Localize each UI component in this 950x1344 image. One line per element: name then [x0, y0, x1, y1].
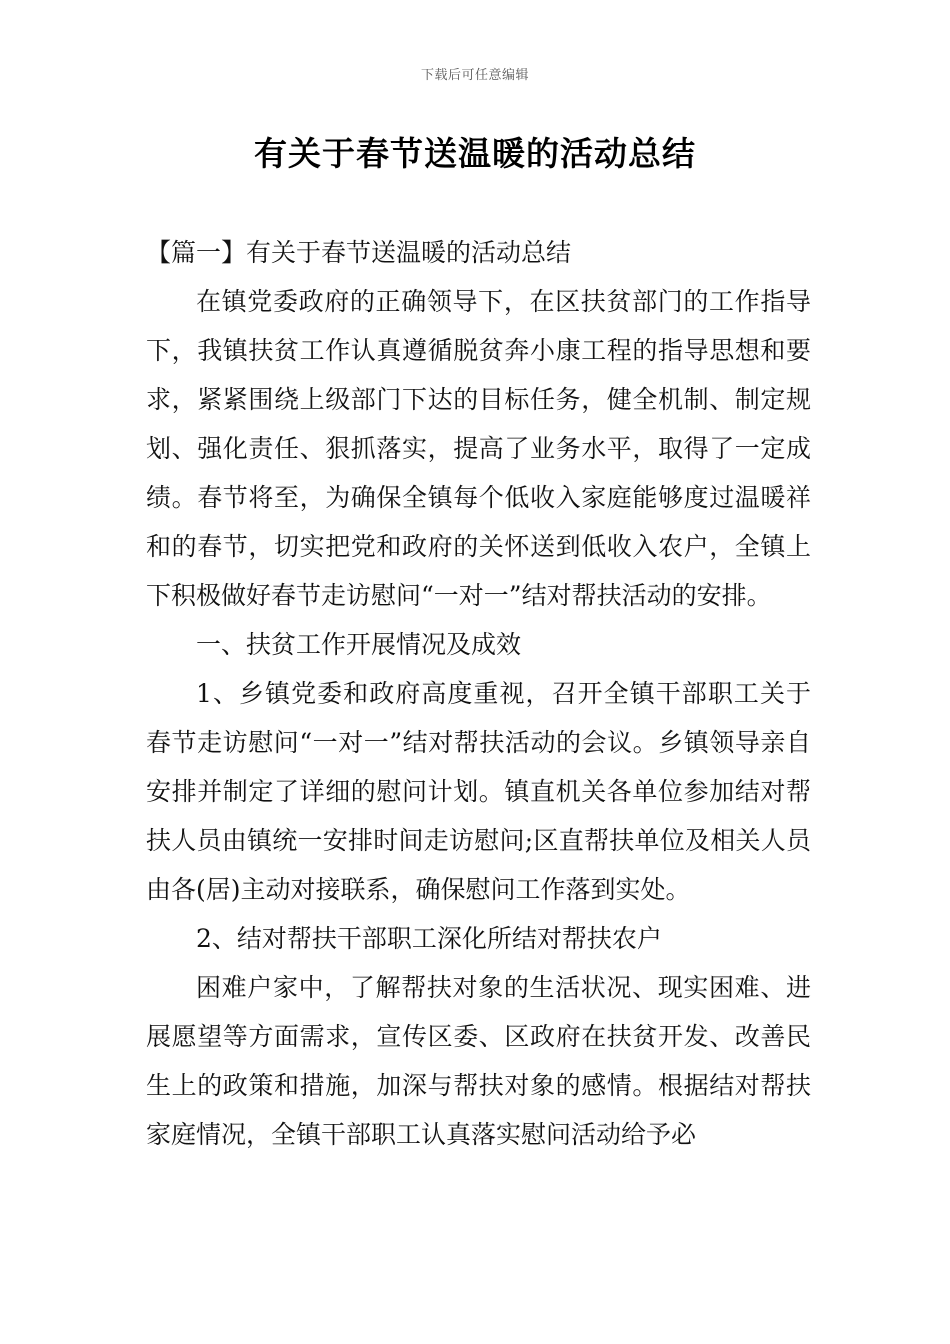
section-heading: 【篇一】有关于春节送温暖的活动总结: [146, 238, 572, 267]
paragraph-item-2: 2、结对帮扶干部职工深化所结对帮扶农户: [196, 924, 662, 953]
document-body: [146, 228, 811, 1159]
paragraph-intro: 在镇党委政府的正确领导下，在区扶贫部门的工作指导下，我镇扶贫工作认真遵循脱贫奔小康工程的指导思想和要求，紧紧围绕上级部门下达的目标任务，健全机制、制定规划、强化责任、狠抓落实，提高了业务水平，取得了一定成绩。春节将至，为确保全镇每个低收入家庭能够度过温暖祥和的春节，切实把党和政府的关怀送到低收入农户，全镇上下积极做好春节走访慰问“一对一”结对帮扶活动的安排。: [146, 287, 811, 610]
subheading-poverty-work: 一、扶贫工作开展情况及成效: [196, 630, 522, 659]
header-note: 下载后可任意编辑: [420, 68, 529, 83]
document-title: 有关于春节送温暖的活动总结: [254, 134, 696, 173]
paragraph-item-1: 1、乡镇党委和政府高度重视，召开全镇干部职工关于春节走访慰问“一对一”结对帮扶活动的会议。乡镇领导亲自安排并制定了详细的慰问计划。镇直机关各单位参加结对帮扶人员由镇统一安排时间走访慰问;区直帮扶单位及相关人员由各(居)主动对接联系，确保慰问工作落到实处。: [146, 679, 811, 904]
paragraph-continued: 困难户家中，了解帮扶对象的生活状况、现实困难、进展愿望等方面需求，宣传区委、区政府在扶贫开发、改善民生上的政策和措施，加深与帮扶对象的感情。根据结对帮扶家庭情况，全镇干部职工认真落实慰问活动给予必: [146, 973, 811, 1149]
